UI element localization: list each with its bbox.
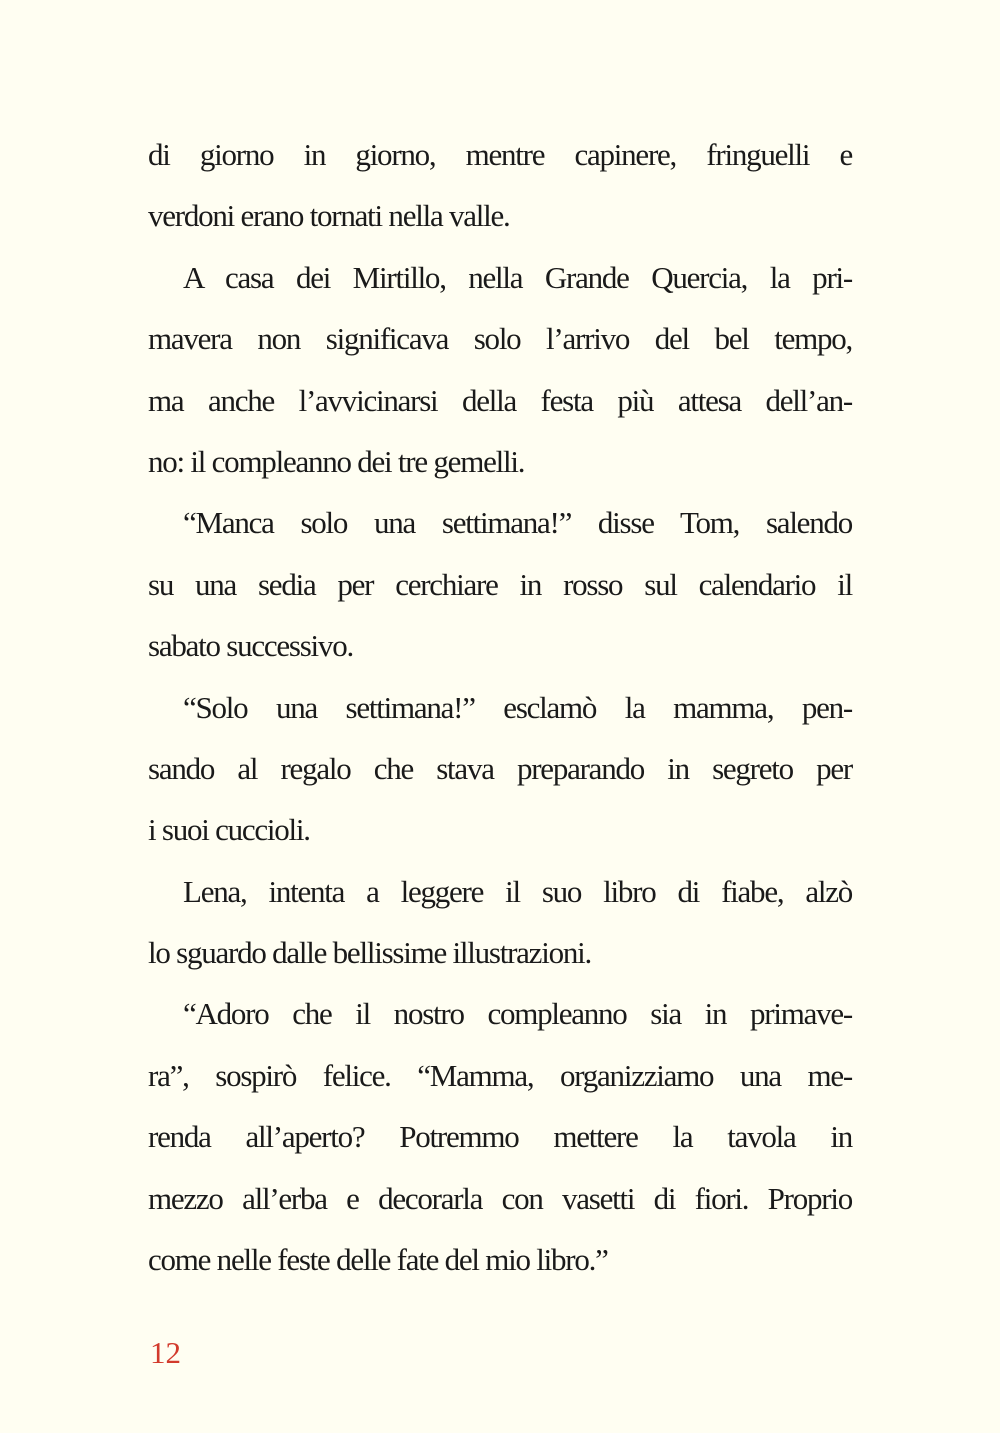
text-block — [148, 124, 852, 1290]
text-line: “Manca solo una settimana!” disse Tom, salendo — [183, 505, 852, 541]
text-line: sabato successivo. — [148, 628, 353, 664]
text-line: mezzo all’erba e decorarla con vasetti di fiori. Proprio — [148, 1180, 852, 1216]
text-line: verdoni erano tornati nella valle. — [148, 198, 510, 234]
text-line: Lena, intenta a leggere il suo libro di fiabe, alzò — [183, 873, 852, 909]
page-number: 12 — [150, 1335, 181, 1370]
text-line: “Adoro che il nostro compleanno sia in primave- — [183, 996, 852, 1032]
text-line: ma anche l’avvicinarsi della festa più attesa dell’an- — [148, 382, 852, 418]
text-line: no: il compleanno dei tre gemelli. — [148, 443, 525, 479]
text-line: mavera non significava solo l’arrivo del bel tempo, — [148, 321, 852, 357]
text-line: sando al regalo che stava preparando in segreto per — [148, 750, 852, 786]
text-line: come nelle feste delle fate del mio libro.” — [148, 1242, 608, 1278]
text-line: renda all’aperto? Potremmo mettere la tavola in — [148, 1119, 852, 1155]
text-line: i suoi cuccioli. — [148, 812, 310, 848]
text-line: A casa dei Mirtillo, nella Grande Quercia, la pri- — [183, 259, 852, 295]
text-line: su una sedia per cerchiare in rosso sul calendario il — [148, 566, 852, 602]
text-line: ra”, sospirò felice. “Mamma, organizziamo una me- — [148, 1057, 852, 1093]
text-line: di giorno in giorno, mentre capinere, fringuelli e — [148, 137, 852, 172]
text-line: “Solo una settimana!” esclamò la mamma, pen- — [183, 689, 852, 725]
text-line: lo sguardo dalle bellissime illustrazioni. — [148, 935, 591, 971]
